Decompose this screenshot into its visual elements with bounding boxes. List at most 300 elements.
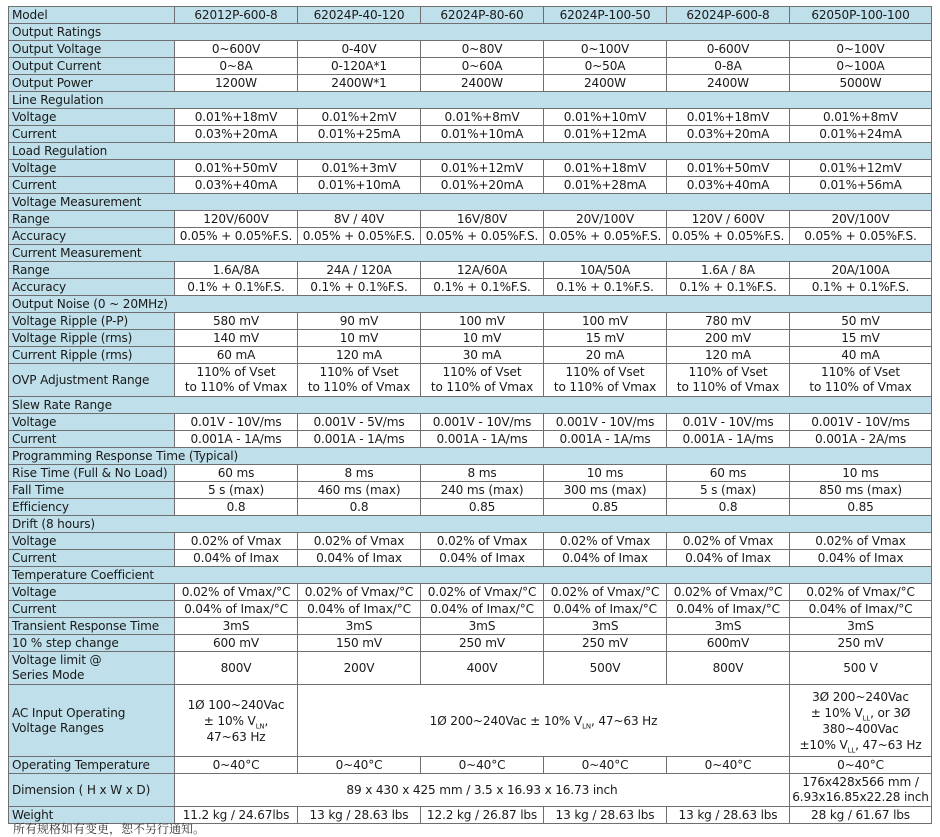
value-cell: 0.04% of Imax bbox=[790, 550, 932, 567]
row-label: Voltage bbox=[9, 533, 175, 550]
value-cell: 0.02% of Vmax/°C bbox=[790, 584, 932, 601]
value-cell: 90 mV bbox=[298, 313, 421, 330]
value-cell: 0.1% + 0.1%F.S. bbox=[421, 279, 544, 296]
section-row bbox=[9, 194, 932, 211]
value-cell: 1200W bbox=[175, 75, 298, 92]
value-cell: 2400W bbox=[667, 75, 790, 92]
value-cell: 0.01%+56mA bbox=[790, 177, 932, 194]
value-cell: 250 mV bbox=[544, 635, 667, 652]
ac-text: 1Ø 200~240Vac ± 10% V bbox=[429, 713, 583, 728]
value-cell: 140 mV bbox=[175, 330, 298, 347]
spec-row bbox=[9, 550, 932, 567]
value-cell: 0.001V - 10V/ms bbox=[544, 414, 667, 431]
row-label: Output Power bbox=[9, 75, 175, 92]
value-cell: 0~8A bbox=[175, 58, 298, 75]
row-label: Current bbox=[9, 126, 175, 143]
spec-row bbox=[9, 533, 932, 550]
ac-text: , 47~63 Hz bbox=[590, 713, 658, 728]
value-cell: 0.01%+10mA bbox=[298, 177, 421, 194]
value-cell: 0.02% of Vmax bbox=[421, 533, 544, 550]
value-cell: 28 kg / 61.67 lbs bbox=[790, 807, 932, 824]
value-cell: 10 ms bbox=[790, 465, 932, 482]
value-cell: 0.01%+12mA bbox=[544, 126, 667, 143]
ac-text: , bbox=[264, 713, 269, 728]
row-label bbox=[9, 652, 175, 685]
ovp-row bbox=[9, 364, 932, 397]
value-cell: 0~50A bbox=[544, 58, 667, 75]
value-cell: 50 mV bbox=[790, 313, 932, 330]
dimension-last bbox=[790, 774, 932, 807]
row-label: Current bbox=[9, 550, 175, 567]
value-cell: 0.001V - 10V/ms bbox=[421, 414, 544, 431]
spec-row bbox=[9, 177, 932, 194]
value-cell: 0.01V - 10V/ms bbox=[175, 414, 298, 431]
value-cell: 0~40°C bbox=[790, 757, 932, 774]
section-row bbox=[9, 245, 932, 262]
spec-row bbox=[9, 75, 932, 92]
value-cell: 0.05% + 0.05%F.S. bbox=[790, 228, 932, 245]
spec-row bbox=[9, 635, 932, 652]
section-row bbox=[9, 448, 932, 465]
value-cell: 10 ms bbox=[544, 465, 667, 482]
section-title: Current Measurement bbox=[9, 245, 932, 262]
ac-sub: LN bbox=[255, 721, 265, 730]
section-row bbox=[9, 143, 932, 160]
value-cell: 0.04% of Imax bbox=[298, 550, 421, 567]
value-cell: 5 s (max) bbox=[667, 482, 790, 499]
value-cell: 100 mV bbox=[544, 313, 667, 330]
spec-row bbox=[9, 584, 932, 601]
spec-row bbox=[9, 499, 932, 516]
value-cell: 0.01%+20mA bbox=[421, 177, 544, 194]
spec-row bbox=[9, 211, 932, 228]
section-title: Voltage Measurement bbox=[9, 194, 932, 211]
value-cell: 0~40°C bbox=[175, 757, 298, 774]
value-cell: 300 ms (max) bbox=[544, 482, 667, 499]
value-cell: 0.01V - 10V/ms bbox=[667, 414, 790, 431]
value-cell: 0.01%+50mV bbox=[667, 160, 790, 177]
value-cell: 0~40°C bbox=[421, 757, 544, 774]
row-label: Voltage bbox=[9, 109, 175, 126]
spec-table-container bbox=[8, 6, 932, 824]
value-cell: 8 ms bbox=[298, 465, 421, 482]
value-cell: 2400W*1 bbox=[298, 75, 421, 92]
spec-row bbox=[9, 482, 932, 499]
value-cell: 30 mA bbox=[421, 347, 544, 364]
value-cell: 200 mV bbox=[667, 330, 790, 347]
value-cell: 460 ms (max) bbox=[298, 482, 421, 499]
value-cell: 0.02% of Vmax bbox=[667, 533, 790, 550]
value-cell: 1.6A/8A bbox=[175, 262, 298, 279]
spec-row bbox=[9, 330, 932, 347]
ovp-line2: to 110% of Vmax bbox=[809, 380, 912, 394]
value-cell: 3mS bbox=[790, 618, 932, 635]
value-cell: 0.04% of Imax/°C bbox=[298, 601, 421, 618]
spec-row bbox=[9, 279, 932, 296]
spec-row bbox=[9, 465, 932, 482]
ovp-line2: to 110% of Vmax bbox=[184, 380, 288, 394]
spec-row bbox=[9, 431, 932, 448]
row-label: Fall Time bbox=[9, 482, 175, 499]
row-label: Voltage Ripple (rms) bbox=[9, 330, 175, 347]
value-cell: 11.2 kg / 24.67lbs bbox=[175, 807, 298, 824]
row-label: Current bbox=[9, 601, 175, 618]
value-cell: 40 mA bbox=[790, 347, 932, 364]
value-cell: 780 mV bbox=[667, 313, 790, 330]
value-cell: 0.04% of Imax/°C bbox=[544, 601, 667, 618]
value-cell: 0~40°C bbox=[544, 757, 667, 774]
spec-row bbox=[9, 126, 932, 143]
value-cell: 5 s (max) bbox=[175, 482, 298, 499]
value-cell: 20A/100A bbox=[790, 262, 932, 279]
value-cell: 0-40V bbox=[298, 41, 421, 58]
ovp-line2: to 110% of Vmax bbox=[553, 380, 657, 394]
value-cell: 0.04% of Imax bbox=[544, 550, 667, 567]
row-label: Voltage bbox=[9, 414, 175, 431]
ac-sub: LL bbox=[847, 745, 856, 754]
model-name: 62024P-80-60 bbox=[421, 7, 544, 24]
value-cell: 13 kg / 28.63 lbs bbox=[667, 807, 790, 824]
value-cell: 0.04% of Imax/°C bbox=[790, 601, 932, 618]
value-cell: 0.001A - 2A/ms bbox=[790, 431, 932, 448]
value-cell: 400V bbox=[421, 652, 544, 685]
value-cell: 12A/60A bbox=[421, 262, 544, 279]
ac-line: 47~63 Hz bbox=[206, 729, 266, 744]
value-cell: 24A / 120A bbox=[298, 262, 421, 279]
model-name: 62024P-40-120 bbox=[298, 7, 421, 24]
value-cell: 15 mV bbox=[790, 330, 932, 347]
value-cell bbox=[790, 364, 932, 397]
value-cell: 0~600V bbox=[175, 41, 298, 58]
value-cell: 250 mV bbox=[790, 635, 932, 652]
spec-table bbox=[8, 6, 932, 824]
value-cell: 0.05% + 0.05%F.S. bbox=[421, 228, 544, 245]
value-cell: 20V/100V bbox=[544, 211, 667, 228]
model-name: 62012P-600-8 bbox=[175, 7, 298, 24]
value-cell: 0-8A bbox=[667, 58, 790, 75]
value-cell: 0.03%+40mA bbox=[175, 177, 298, 194]
value-cell: 3mS bbox=[175, 618, 298, 635]
value-cell: 0.04% of Imax bbox=[421, 550, 544, 567]
spec-row bbox=[9, 58, 932, 75]
value-cell: 100 mV bbox=[421, 313, 544, 330]
value-cell: 0.01%+25mA bbox=[298, 126, 421, 143]
value-cell: 3mS bbox=[544, 618, 667, 635]
value-cell: 0.04% of Imax/°C bbox=[421, 601, 544, 618]
spec-row bbox=[9, 160, 932, 177]
ovp-line2: to 110% of Vmax bbox=[307, 380, 411, 394]
value-cell: 600 mV bbox=[175, 635, 298, 652]
value-cell: 0.02% of Vmax/°C bbox=[175, 584, 298, 601]
model-name: 62024P-600-8 bbox=[667, 7, 790, 24]
spec-row bbox=[9, 41, 932, 58]
row-label: OVP Adjustment Range bbox=[9, 364, 175, 397]
value-cell: 60 ms bbox=[667, 465, 790, 482]
ac-input-three-phase bbox=[790, 685, 932, 757]
row-label: Voltage bbox=[9, 160, 175, 177]
ac-line bbox=[792, 737, 929, 753]
value-cell: 0.8 bbox=[175, 499, 298, 516]
row-label: Weight bbox=[9, 807, 175, 824]
section-row bbox=[9, 397, 932, 414]
ovp-line1: 110% of Vset bbox=[442, 365, 522, 379]
value-cell: 0~100A bbox=[790, 58, 932, 75]
value-cell: 0.04% of Imax/°C bbox=[667, 601, 790, 618]
dimension-line1: 176x428x566 mm / bbox=[802, 775, 919, 789]
value-cell: 2400W bbox=[544, 75, 667, 92]
ac-line: 3Ø 200~240Vac bbox=[812, 689, 909, 704]
ovp-line2: to 110% of Vmax bbox=[676, 380, 780, 394]
row-label: Current bbox=[9, 177, 175, 194]
value-cell: 20 mA bbox=[544, 347, 667, 364]
value-cell: 0.001V - 10V/ms bbox=[790, 414, 932, 431]
value-cell: 0~60A bbox=[421, 58, 544, 75]
value-cell: 0.01%+10mA bbox=[421, 126, 544, 143]
value-cell: 0.8 bbox=[298, 499, 421, 516]
value-cell: 0.01%+28mA bbox=[544, 177, 667, 194]
row-label: Range bbox=[9, 211, 175, 228]
row-label: Range bbox=[9, 262, 175, 279]
value-cell: 0-600V bbox=[667, 41, 790, 58]
section-title: Temperature Coefficient bbox=[9, 567, 932, 584]
value-cell: 120V / 600V bbox=[667, 211, 790, 228]
ac-input-single-phase-100 bbox=[175, 685, 298, 757]
value-cell: 0.02% of Vmax/°C bbox=[421, 584, 544, 601]
value-cell: 10 mV bbox=[421, 330, 544, 347]
value-cell: 500V bbox=[544, 652, 667, 685]
row-label: Voltage Ripple (P-P) bbox=[9, 313, 175, 330]
section-title: Drift (8 hours) bbox=[9, 516, 932, 533]
row-label: Current bbox=[9, 431, 175, 448]
ac-text: , or 3Ø bbox=[870, 705, 911, 720]
value-cell: 0.03%+20mA bbox=[667, 126, 790, 143]
value-cell: 1.6A / 8A bbox=[667, 262, 790, 279]
value-cell: 0.8 bbox=[667, 499, 790, 516]
row-label: Output Current bbox=[9, 58, 175, 75]
ovp-line1: 110% of Vset bbox=[196, 365, 276, 379]
value-cell: 0.1% + 0.1%F.S. bbox=[175, 279, 298, 296]
ac-input-row bbox=[9, 685, 932, 757]
ovp-line1: 110% of Vset bbox=[319, 365, 399, 379]
value-cell: 0.05% + 0.05%F.S. bbox=[667, 228, 790, 245]
ovp-line1: 110% of Vset bbox=[688, 365, 768, 379]
value-cell: 0.02% of Vmax/°C bbox=[544, 584, 667, 601]
value-cell: 200V bbox=[298, 652, 421, 685]
spec-row bbox=[9, 414, 932, 431]
value-cell: 8V / 40V bbox=[298, 211, 421, 228]
row-label: Accuracy bbox=[9, 228, 175, 245]
row-label: Output Voltage bbox=[9, 41, 175, 58]
value-cell bbox=[667, 364, 790, 397]
ac-text: ± 10% V bbox=[810, 705, 863, 720]
ac-line bbox=[792, 705, 929, 721]
value-cell: 0.02% of Vmax bbox=[298, 533, 421, 550]
value-cell: 5000W bbox=[790, 75, 932, 92]
section-title: Slew Rate Range bbox=[9, 397, 932, 414]
value-cell: 120 mA bbox=[298, 347, 421, 364]
section-title: Output Ratings bbox=[9, 24, 932, 41]
voltage-limit-row bbox=[9, 652, 932, 685]
spec-row bbox=[9, 618, 932, 635]
value-cell: 0.1% + 0.1%F.S. bbox=[667, 279, 790, 296]
value-cell: 0.01%+12mV bbox=[790, 160, 932, 177]
section-row bbox=[9, 24, 932, 41]
spec-row bbox=[9, 757, 932, 774]
section-row bbox=[9, 516, 932, 533]
row-label: Operating Temperature bbox=[9, 757, 175, 774]
ac-sub: LL bbox=[862, 713, 871, 722]
section-title: Line Regulation bbox=[9, 92, 932, 109]
value-cell: 0.01%+8mV bbox=[421, 109, 544, 126]
value-cell: 10 mV bbox=[298, 330, 421, 347]
ac-line: 1Ø 100~240Vac bbox=[187, 697, 285, 712]
value-cell: 0.001A - 1A/ms bbox=[667, 431, 790, 448]
value-cell: 0.001A - 1A/ms bbox=[421, 431, 544, 448]
value-cell: 0.04% of Imax bbox=[667, 550, 790, 567]
value-cell: 0.85 bbox=[544, 499, 667, 516]
ac-sub: LN bbox=[582, 721, 591, 730]
voltage-limit-label-line1: Voltage limit @ bbox=[12, 653, 102, 667]
value-cell: 8 ms bbox=[421, 465, 544, 482]
row-label: Efficiency bbox=[9, 499, 175, 516]
value-cell: 0~100V bbox=[790, 41, 932, 58]
value-cell: 3mS bbox=[667, 618, 790, 635]
value-cell bbox=[175, 364, 298, 397]
value-cell: 15 mV bbox=[544, 330, 667, 347]
ac-line bbox=[177, 713, 295, 729]
header-label: Model bbox=[9, 7, 175, 24]
spec-row bbox=[9, 262, 932, 279]
value-cell: 0.01%+3mV bbox=[298, 160, 421, 177]
ac-input-label-line1: AC Input Operating bbox=[12, 705, 126, 720]
value-cell: 16V/80V bbox=[421, 211, 544, 228]
value-cell: 0.01%+8mV bbox=[790, 109, 932, 126]
value-cell: 12.2 kg / 26.87 lbs bbox=[421, 807, 544, 824]
value-cell: 0.01%+10mV bbox=[544, 109, 667, 126]
spec-row bbox=[9, 313, 932, 330]
row-label: Transient Response Time bbox=[9, 618, 175, 635]
spec-row bbox=[9, 109, 932, 126]
ovp-line1: 110% of Vset bbox=[565, 365, 645, 379]
dimension-row bbox=[9, 774, 932, 807]
value-cell: 0.1% + 0.1%F.S. bbox=[298, 279, 421, 296]
value-cell: 60 ms bbox=[175, 465, 298, 482]
value-cell: 0.01%+18mV bbox=[544, 160, 667, 177]
row-label: Rise Time (Full & No Load) bbox=[9, 465, 175, 482]
value-cell: 0.03%+20mA bbox=[175, 126, 298, 143]
model-name: 62050P-100-100 bbox=[790, 7, 932, 24]
section-row bbox=[9, 92, 932, 109]
value-cell: 0.05% + 0.05%F.S. bbox=[298, 228, 421, 245]
value-cell: 0~80V bbox=[421, 41, 544, 58]
value-cell: 13 kg / 28.63 lbs bbox=[298, 807, 421, 824]
ovp-line1: 110% of Vset bbox=[821, 365, 900, 379]
value-cell: 60 mA bbox=[175, 347, 298, 364]
value-cell: 0.05% + 0.05%F.S. bbox=[544, 228, 667, 245]
value-cell: 0.01%+50mV bbox=[175, 160, 298, 177]
value-cell: 120 mA bbox=[667, 347, 790, 364]
voltage-limit-label-line2: Series Mode bbox=[12, 668, 85, 682]
value-cell: 150 mV bbox=[298, 635, 421, 652]
value-cell: 0.01%+18mV bbox=[175, 109, 298, 126]
ac-text: ± 10% V bbox=[203, 713, 256, 728]
value-cell: 250 mV bbox=[421, 635, 544, 652]
value-cell: 0.001A - 1A/ms bbox=[544, 431, 667, 448]
value-cell: 0.02% of Vmax bbox=[175, 533, 298, 550]
value-cell: 800V bbox=[175, 652, 298, 685]
value-cell: 0.1% + 0.1%F.S. bbox=[790, 279, 932, 296]
value-cell: 0.02% of Vmax/°C bbox=[298, 584, 421, 601]
dimension-merged: 89 x 430 x 425 mm / 3.5 x 16.93 x 16.73 inch bbox=[175, 774, 790, 807]
value-cell: 0.02% of Vmax/°C bbox=[667, 584, 790, 601]
value-cell: 3mS bbox=[421, 618, 544, 635]
value-cell: 600mV bbox=[667, 635, 790, 652]
value-cell: 120V/600V bbox=[175, 211, 298, 228]
value-cell: 0.01%+24mA bbox=[790, 126, 932, 143]
section-title: Load Regulation bbox=[9, 143, 932, 160]
value-cell bbox=[544, 364, 667, 397]
ac-input-label-line2: Voltage Ranges bbox=[12, 720, 104, 735]
header-row bbox=[9, 7, 932, 24]
value-cell: 0.03%+40mA bbox=[667, 177, 790, 194]
spec-row bbox=[9, 601, 932, 618]
value-cell: 0-120A*1 bbox=[298, 58, 421, 75]
value-cell: 20V/100V bbox=[790, 211, 932, 228]
section-title: Output Noise (0 ~ 20MHz) bbox=[9, 296, 932, 313]
value-cell: 0.04% of Imax/°C bbox=[175, 601, 298, 618]
ac-text: , 47~63 Hz bbox=[855, 737, 922, 752]
section-title: Programming Response Time (Typical) bbox=[9, 448, 932, 465]
value-cell: 0~40°C bbox=[667, 757, 790, 774]
value-cell: 0.04% of Imax bbox=[175, 550, 298, 567]
row-label: Voltage bbox=[9, 584, 175, 601]
value-cell bbox=[298, 364, 421, 397]
value-cell: 0.01%+12mV bbox=[421, 160, 544, 177]
value-cell: 580 mV bbox=[175, 313, 298, 330]
value-cell: 0.001A - 1A/ms bbox=[175, 431, 298, 448]
value-cell: 0.1% + 0.1%F.S. bbox=[544, 279, 667, 296]
value-cell: 800V bbox=[667, 652, 790, 685]
spec-row bbox=[9, 228, 932, 245]
row-label bbox=[9, 685, 175, 757]
value-cell: 0.001V - 5V/ms bbox=[298, 414, 421, 431]
value-cell bbox=[421, 364, 544, 397]
spec-table-body bbox=[9, 7, 932, 824]
footnote: 所有规格如有变更，恕不另行通知。 bbox=[13, 822, 206, 836]
value-cell: 0~100V bbox=[544, 41, 667, 58]
section-row bbox=[9, 567, 932, 584]
model-name: 62024P-100-50 bbox=[544, 7, 667, 24]
ac-input-single-phase-200 bbox=[298, 685, 790, 757]
value-cell: 0.01%+18mV bbox=[667, 109, 790, 126]
dimension-line2: 6.93x16.85x22.28 inch bbox=[792, 790, 929, 804]
value-cell: 3mS bbox=[298, 618, 421, 635]
section-row bbox=[9, 296, 932, 313]
value-cell: 10A/50A bbox=[544, 262, 667, 279]
value-cell: 0~40°C bbox=[298, 757, 421, 774]
value-cell: 0.001A - 1A/ms bbox=[298, 431, 421, 448]
value-cell: 240 ms (max) bbox=[421, 482, 544, 499]
row-label: Accuracy bbox=[9, 279, 175, 296]
value-cell: 0.02% of Vmax bbox=[544, 533, 667, 550]
value-cell: 0.85 bbox=[421, 499, 544, 516]
spec-row bbox=[9, 347, 932, 364]
ac-text: ±10% V bbox=[799, 737, 848, 752]
ovp-line2: to 110% of Vmax bbox=[430, 380, 534, 394]
row-label: 10 % step change bbox=[9, 635, 175, 652]
row-label: Dimension ( H x W x D) bbox=[9, 774, 175, 807]
row-label: Current Ripple (rms) bbox=[9, 347, 175, 364]
